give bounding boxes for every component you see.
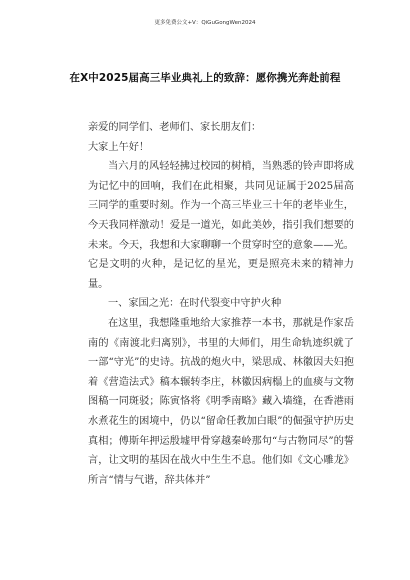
document-body xyxy=(88,118,354,490)
paragraph-intro: 当六月的风轻轻拂过校园的树梢，当熟悉的铃声即将成为记忆中的回响，我们在此相聚，共同见证属于2025届高三同学的重要时刻。作为一个高三毕业三十年的老毕业生，今天我同样激动！爱是一道光，如此美妙，指引我们想要的未来。今天，我想和大家聊聊一个贯穿时空的意象——光。它是文明的火种，是记忆的星光，更是照亮未来的精神力量。 xyxy=(88,161,354,290)
section-heading: 一、家国之光：在时代裂变中守护火种 xyxy=(108,298,282,310)
greeting: 大家上午好！ xyxy=(88,141,150,153)
header-note: 更多免费公文+V：QiGuGongWen2024 xyxy=(154,20,256,26)
salutation: 亲爱的同学们、老师们、家长朋友们： xyxy=(88,122,262,133)
paragraph-family-nation: 在这里，我想隆重地给大家推荐一本书，那就是作家岳南的《南渡北归离别》，书里的大师们，用生命轨迹织就了一部“守光”的史诗。抗战的炮火中，梁思成、林徽因夫妇抱着《营造法式》稿本辗转李庄，林徽因病榻上的血痰与文物图稿一同斑驳；陈寅恪将《明季南略》藏入墙缝，在香港雨水煮花生的困境中，仍以“留命任教加白眼”的倔强守护历史真相；傅斯年押运殷墟甲骨穿越秦岭那句“与古物同尽”的誓言，让文明的基因在战火中生生不息。他们如《文心雕龙》所言“情与气谐，辞共体并” xyxy=(88,317,354,486)
document-title: 在X中2025届高三毕业典礼上的致辞：愿你携光奔赴前程 xyxy=(69,72,341,84)
